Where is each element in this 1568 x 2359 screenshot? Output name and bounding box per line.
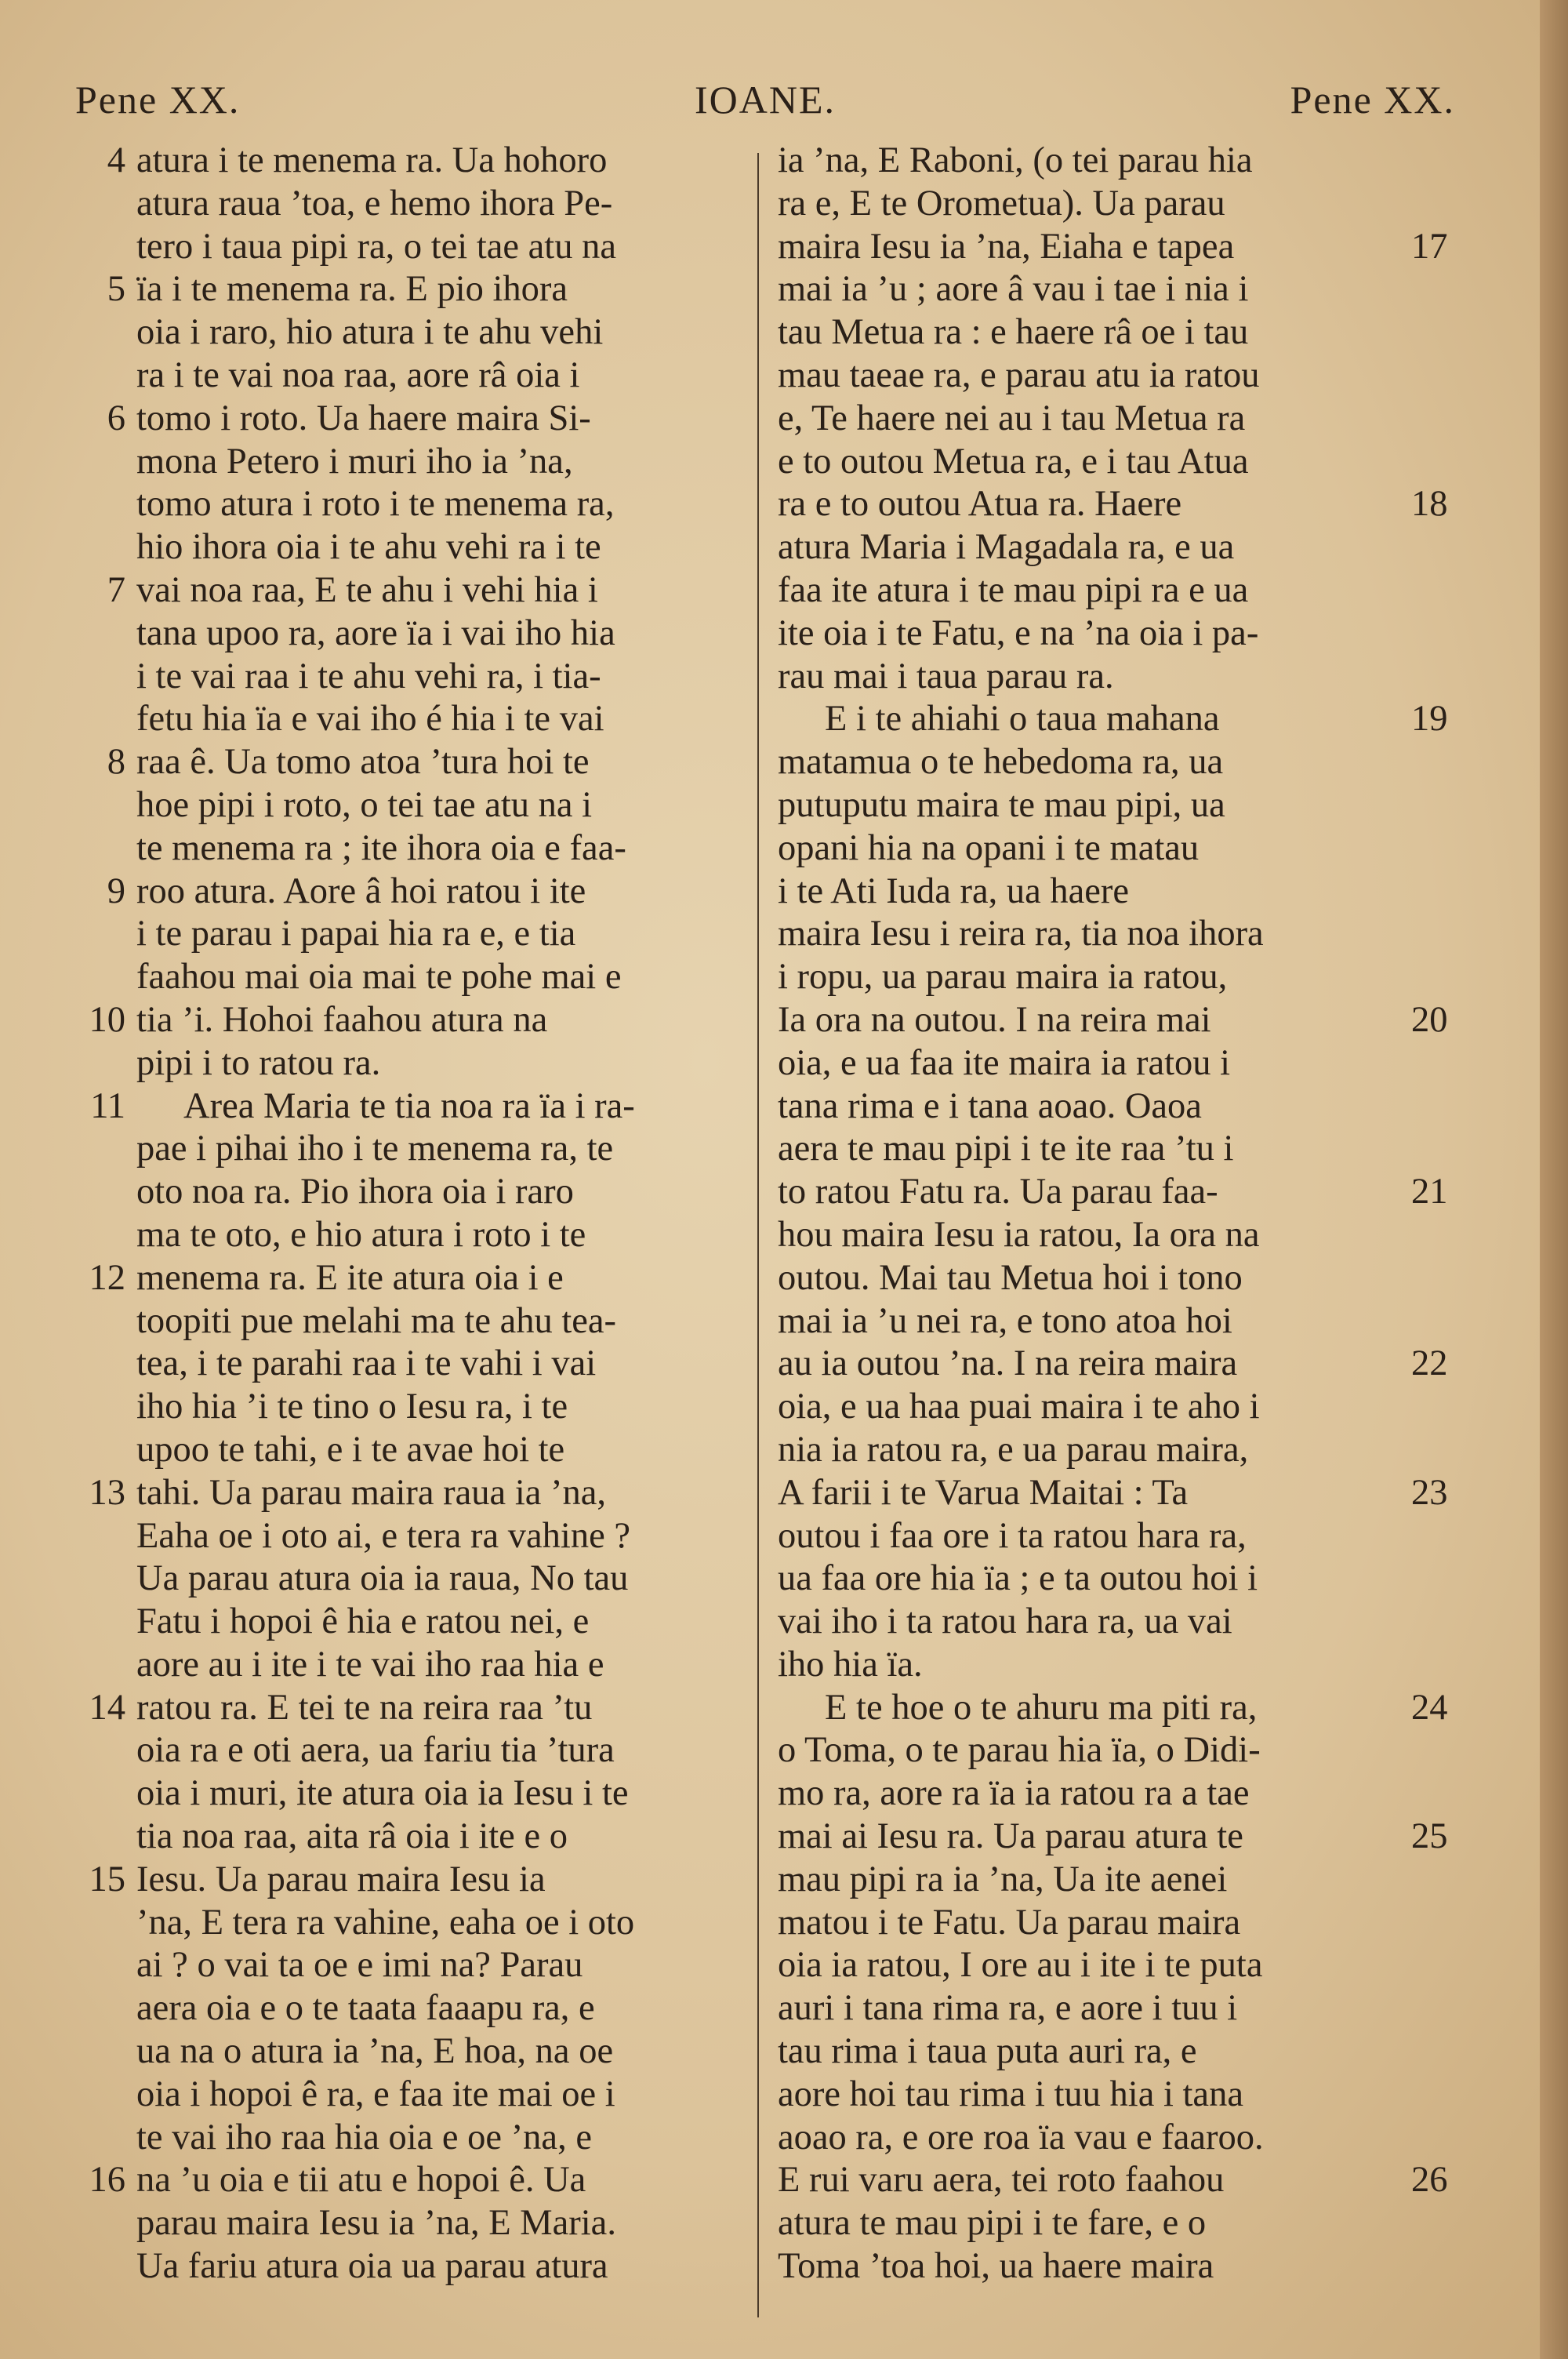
text-line	[778, 1257, 1405, 1300]
line-text: i te Ati Iuda ra, ua haere	[778, 871, 1129, 911]
text-line	[778, 183, 1405, 226]
line-text: Ua fariu atura oia ua parau atura	[136, 2246, 608, 2287]
line-text: tahi. Ua parau maira raua ia ’na,	[136, 1472, 607, 1513]
text-line	[778, 1687, 1448, 1730]
text-line	[778, 1859, 1405, 1902]
line-text: A farii i te Varua Maitai : Ta	[778, 1472, 1189, 1513]
line-text: i te vai raa i te ahu vehi ra, i tia-	[136, 656, 601, 696]
verse-number: 16	[89, 2160, 125, 2201]
line-text: oia ia ratou, I ore au i ite i te puta	[778, 1945, 1263, 1986]
text-line	[136, 526, 756, 569]
line-text: maira Iesu i reira ra, tia noa ihora	[778, 914, 1264, 954]
text-line	[136, 1558, 756, 1601]
text-line	[136, 441, 756, 484]
line-text: atura te mau pipi i te fare, e o	[778, 2203, 1207, 2244]
line-text: oia i raro, hio atura i te ahu vehi	[136, 312, 604, 353]
line-text: Area Maria te tia noa ra ïa i ra-	[183, 1085, 635, 1126]
text-line	[136, 827, 756, 871]
text-line	[136, 1300, 756, 1343]
text-line	[778, 483, 1448, 526]
verse-number: 12	[89, 1257, 125, 1298]
text-line	[778, 1343, 1448, 1386]
text-line	[778, 2074, 1405, 2117]
line-text: E i te ahiahi o taua mahana	[825, 699, 1220, 740]
text-line	[136, 1816, 756, 1859]
line-text: matamua o te hebedoma ra, ua	[778, 742, 1224, 783]
verse-number: 10	[89, 999, 125, 1040]
text-line	[136, 698, 756, 741]
verse-number: 25	[1411, 1816, 1448, 1857]
text-line	[136, 2202, 756, 2245]
line-text: mau pipi ra ia ’na, Ua ite aenei	[778, 1859, 1228, 1899]
line-text: Fatu i hopoi ê hia e ratou nei, e	[136, 1601, 590, 1642]
verse-number: 24	[1411, 1687, 1448, 1728]
page-edge	[1540, 0, 1568, 2359]
line-text: ite oia i te Fatu, e na ’na oia i pa-	[778, 612, 1259, 653]
text-line	[136, 311, 756, 354]
line-text: aore au i ite i te vai iho raa hia e	[136, 1644, 604, 1685]
line-text: roo atura. Aore â hoi ratou i ite	[136, 871, 586, 911]
line-text: aore hoi tau rima i tuu hia i tana	[778, 2074, 1243, 2114]
line-text: tau rima i taua puta auri ra, e	[778, 2031, 1197, 2072]
text-line	[778, 2202, 1405, 2245]
text-line	[778, 1987, 1405, 2030]
text-line	[136, 354, 756, 398]
text-line	[778, 1515, 1405, 1558]
line-text: hoe pipi i roto, o tei tae atu na i	[136, 784, 593, 825]
text-line	[90, 1085, 756, 1129]
line-text: mona Petero i muri iho ia ’na,	[136, 441, 573, 482]
line-text: tau Metua ra : e haere râ oe i tau	[778, 312, 1249, 353]
text-line	[778, 784, 1405, 827]
text-line	[107, 140, 756, 183]
text-line	[778, 1128, 1405, 1171]
text-line	[778, 268, 1405, 311]
text-line	[778, 569, 1405, 612]
verse-number: 5	[107, 269, 125, 310]
line-text: oia i hopoi ê ra, e faa ite mai oe i	[136, 2074, 615, 2114]
line-text: e to outou Metua ra, e i tau Atua	[778, 441, 1249, 482]
line-text: tana upoo ra, aore ïa i vai iho hia	[136, 612, 615, 653]
line-text: fetu hia ïa e vai iho é hia i te vai	[136, 699, 604, 740]
text-line	[778, 1386, 1405, 1429]
verse-number: 18	[1411, 484, 1448, 525]
line-text: e, Te haere nei au i tau Metua ra	[778, 398, 1246, 438]
text-line	[89, 1687, 756, 1730]
verse-number: 8	[107, 742, 125, 783]
verse-number: 20	[1411, 999, 1448, 1040]
line-text: ai ? o vai ta oe e imi na? Parau	[136, 1945, 583, 1986]
line-text: E rui varu aera, tei roto faahou	[778, 2160, 1225, 2201]
line-text: rau mai i taua parau ra.	[778, 656, 1114, 696]
line-text: ra i te vai noa raa, aore râ oia i	[136, 354, 580, 395]
text-line	[136, 1343, 756, 1386]
text-line	[89, 1859, 756, 1902]
text-line	[778, 526, 1405, 569]
text-line	[778, 1644, 1405, 1687]
line-text: opani hia na opani i te matau	[778, 827, 1200, 868]
line-text: toopiti pue melahi ma te ahu tea-	[136, 1300, 617, 1341]
text-line	[778, 656, 1405, 699]
text-line	[778, 1429, 1405, 1472]
text-line	[778, 1558, 1405, 1601]
line-text: te menema ra ; ite ihora oia e faa-	[136, 827, 626, 868]
text-line	[778, 1816, 1448, 1859]
text-line	[89, 999, 756, 1042]
line-text: outou i faa ore i ta ratou hara ra,	[778, 1515, 1247, 1556]
text-line	[778, 398, 1405, 441]
verse-number: 13	[89, 1472, 125, 1513]
line-text: to ratou Fatu ra. Ua parau faa-	[778, 1172, 1218, 1212]
text-line	[778, 913, 1405, 956]
line-text: au ia outou ’na. I na reira maira	[778, 1343, 1238, 1384]
text-line	[136, 1729, 756, 1772]
text-line	[136, 1902, 756, 1945]
text-line	[778, 612, 1405, 656]
line-text: nia ia ratou ra, e ua parau maira,	[778, 1429, 1249, 1470]
text-line	[136, 784, 756, 827]
text-line	[778, 956, 1405, 999]
text-line	[778, 226, 1448, 269]
verse-number: 26	[1411, 2160, 1448, 2201]
line-text: menema ra. E ite atura oia i e	[136, 1257, 564, 1298]
header-chapter-left: Pene XX.	[75, 78, 241, 122]
verse-number: 14	[89, 1687, 125, 1728]
verse-number: 15	[89, 1859, 125, 1899]
line-text: ïa i te menema ra. E pio ihora	[136, 269, 568, 310]
text-line	[136, 2030, 756, 2074]
line-text: Ua parau atura oia ia raua, No tau	[136, 1558, 629, 1599]
line-text: oia, e ua faa ite maira ia ratou i	[778, 1042, 1231, 1083]
text-line	[136, 1944, 756, 1987]
text-line	[107, 871, 756, 914]
text-line	[778, 311, 1405, 354]
line-text: pae i pihai iho i te menema ra, te	[136, 1129, 614, 1169]
text-line	[136, 612, 756, 656]
line-text: ua na o atura ia ’na, E hoa, na oe	[136, 2031, 614, 2072]
line-text: tomo atura i roto i te menema ra,	[136, 484, 615, 525]
line-text: i ropu, ua parau maira ia ratou,	[778, 957, 1228, 998]
text-line	[778, 2117, 1405, 2160]
line-text: parau maira Iesu ia ’na, E Maria.	[136, 2203, 616, 2244]
left-column	[89, 140, 756, 2288]
text-line	[107, 741, 756, 784]
line-text: ua faa ore hia ïa ; e ta outou hoi i	[778, 1558, 1258, 1599]
header-chapter-right: Pene XX.	[1290, 78, 1455, 122]
line-text: atura Maria i Magadala ra, e ua	[778, 527, 1235, 568]
text-line	[107, 398, 756, 441]
line-text: putuputu maira te mau pipi, ua	[778, 784, 1225, 825]
text-line	[778, 871, 1405, 914]
text-line	[136, 913, 756, 956]
text-line	[778, 1601, 1405, 1644]
verse-number: 21	[1411, 1172, 1448, 1212]
verse-number: 6	[107, 398, 125, 438]
line-text: iho hia ’i te tino o Iesu ra, i te	[136, 1387, 568, 1427]
line-text: tero i taua pipi ra, o tei tae atu na	[136, 226, 616, 267]
text-line	[89, 1472, 756, 1515]
text-line	[778, 698, 1448, 741]
text-line	[778, 1772, 1405, 1816]
text-line	[778, 2159, 1448, 2202]
line-text: pipi i to ratou ra.	[136, 1042, 381, 1083]
text-line	[778, 827, 1405, 871]
line-text: raa ê. Ua tomo atoa ’tura hoi te	[136, 742, 590, 783]
text-line	[778, 1902, 1405, 1945]
line-text: na ’u oia e tii atu e hopoi ê. Ua	[136, 2160, 586, 2201]
line-text: auri i tana rima ra, e aore i tuu i	[778, 1988, 1238, 2029]
verse-number: 19	[1411, 699, 1448, 740]
text-line	[136, 956, 756, 999]
text-line	[136, 1042, 756, 1085]
verse-number: 7	[107, 569, 125, 610]
line-text: tia noa raa, aita râ oia i ite e o	[136, 1816, 568, 1857]
line-text: Ia ora na outou. I na reira mai	[778, 999, 1211, 1040]
line-text: ia ’na, E Raboni, (o tei parau hia	[778, 140, 1253, 180]
text-line	[778, 1944, 1405, 1987]
line-text: faahou mai oia mai te pohe mai e	[136, 957, 622, 998]
line-text: oia ra e oti aera, ua fariu tia ’tura	[136, 1730, 615, 1771]
line-text: matou i te Fatu. Ua parau maira	[778, 1902, 1241, 1943]
line-text: i te parau i papai hia ra e, e tia	[136, 914, 576, 954]
text-line	[136, 183, 756, 226]
text-line	[778, 2245, 1405, 2288]
line-text: vai iho i ta ratou hara ra, ua vai	[778, 1601, 1232, 1642]
line-text: mau taeae ra, e parau atu ia ratou	[778, 354, 1260, 395]
text-line	[778, 1729, 1405, 1772]
text-line	[778, 1171, 1448, 1214]
text-line	[136, 226, 756, 269]
line-text: upoo te tahi, e i te avae hoi te	[136, 1429, 565, 1470]
line-text: oto noa ra. Pio ihora oia i raro	[136, 1172, 574, 1212]
text-line	[136, 656, 756, 699]
text-line	[136, 1644, 756, 1687]
verse-number: 23	[1411, 1472, 1448, 1513]
line-text: ’na, E tera ra vahine, eaha oe i oto	[136, 1902, 635, 1943]
text-line	[136, 1171, 756, 1214]
text-line	[89, 1257, 756, 1300]
line-text: E te hoe o te ahuru ma piti ra,	[825, 1687, 1258, 1728]
text-line	[136, 1429, 756, 1472]
line-text: oia i muri, ite atura oia ia Iesu i te	[136, 1773, 629, 1814]
line-text: tia ’i. Hohoi faahou atura na	[136, 999, 548, 1040]
text-line	[136, 1128, 756, 1171]
running-head	[75, 77, 1455, 132]
text-line	[778, 1085, 1405, 1129]
line-text: mai ia ’u nei ra, e tono atoa hoi	[778, 1300, 1232, 1341]
line-text: te vai iho raa hia oia e oe ’na, e	[136, 2117, 592, 2157]
text-line	[778, 1300, 1405, 1343]
line-text: aera oia e o te taata faaapu ra, e	[136, 1988, 595, 2029]
verse-number: 17	[1411, 226, 1448, 267]
right-column	[778, 140, 1448, 2288]
text-line	[136, 1601, 756, 1644]
text-line	[778, 999, 1448, 1042]
line-text: ra e to outou Atua ra. Haere	[778, 484, 1182, 525]
header-book-title: IOANE.	[694, 78, 837, 122]
text-line	[778, 2030, 1405, 2074]
line-text: mai ai Iesu ra. Ua parau atura te	[778, 1816, 1243, 1857]
line-text: mo ra, aore ra ïa ia ratou ra a tae	[778, 1773, 1250, 1814]
line-text: outou. Mai tau Metua hoi i tono	[778, 1257, 1243, 1298]
text-line	[778, 441, 1405, 484]
verse-number: 11	[90, 1085, 125, 1126]
text-line	[136, 483, 756, 526]
verse-number: 9	[107, 871, 125, 911]
verse-number: 22	[1411, 1343, 1448, 1384]
text-line	[778, 1472, 1448, 1515]
line-text: oia, e ua haa puai maira i te aho i	[778, 1387, 1260, 1427]
text-line	[778, 1214, 1405, 1257]
line-text: maira Iesu ia ’na, Eiaha e tapea	[778, 226, 1235, 267]
text-line	[136, 2074, 756, 2117]
line-text: hou maira Iesu ia ratou, Ia ora na	[778, 1214, 1260, 1255]
text-line	[136, 2245, 756, 2288]
text-line	[136, 1987, 756, 2030]
line-text: hio ihora oia i te ahu vehi ra i te	[136, 527, 601, 568]
column-divider	[757, 153, 759, 2317]
line-text: ma te oto, e hio atura i roto i te	[136, 1214, 586, 1255]
text-line	[778, 140, 1405, 183]
line-text: aoao ra, e ore roa ïa vau e faaroo.	[778, 2117, 1264, 2157]
line-text: mai ia ’u ; aore â vau i tae i nia i	[778, 269, 1249, 310]
text-line	[136, 2117, 756, 2160]
line-text: Iesu. Ua parau maira Iesu ia	[136, 1859, 546, 1899]
line-text: Toma ’toa hoi, ua haere maira	[778, 2246, 1214, 2287]
text-line	[778, 741, 1405, 784]
line-text: vai noa raa, E te ahu i vehi hia i	[136, 569, 598, 610]
text-line	[136, 1386, 756, 1429]
line-text: atura raua ’toa, e hemo ihora Pe-	[136, 183, 613, 224]
line-text: tomo i roto. Ua haere maira Si-	[136, 398, 591, 438]
text-line	[89, 2159, 756, 2202]
line-text: Eaha oe i oto ai, e tera ra vahine ?	[136, 1515, 630, 1556]
text-line	[136, 1772, 756, 1816]
text-line	[107, 569, 756, 612]
text-line	[136, 1214, 756, 1257]
text-line	[778, 354, 1405, 398]
line-text: atura i te menema ra. Ua hohoro	[136, 140, 608, 180]
line-text: ra e, E te Orometua). Ua parau	[778, 183, 1225, 224]
line-text: aera te mau pipi i te ite raa ’tu i	[778, 1129, 1234, 1169]
text-line	[136, 1515, 756, 1558]
line-text: ratou ra. E tei te na reira raa ’tu	[136, 1687, 593, 1728]
line-text: tea, i te parahi raa i te vahi i vai	[136, 1343, 597, 1384]
text-line	[107, 268, 756, 311]
line-text: iho hia ïa.	[778, 1644, 923, 1685]
text-line	[778, 1042, 1405, 1085]
line-text: faa ite atura i te mau pipi ra e ua	[778, 569, 1249, 610]
line-text: o Toma, o te parau hia ïa, o Didi-	[778, 1730, 1261, 1771]
line-text: tana rima e i tana aoao. Oaoa	[778, 1085, 1202, 1126]
verse-number: 4	[107, 140, 125, 180]
